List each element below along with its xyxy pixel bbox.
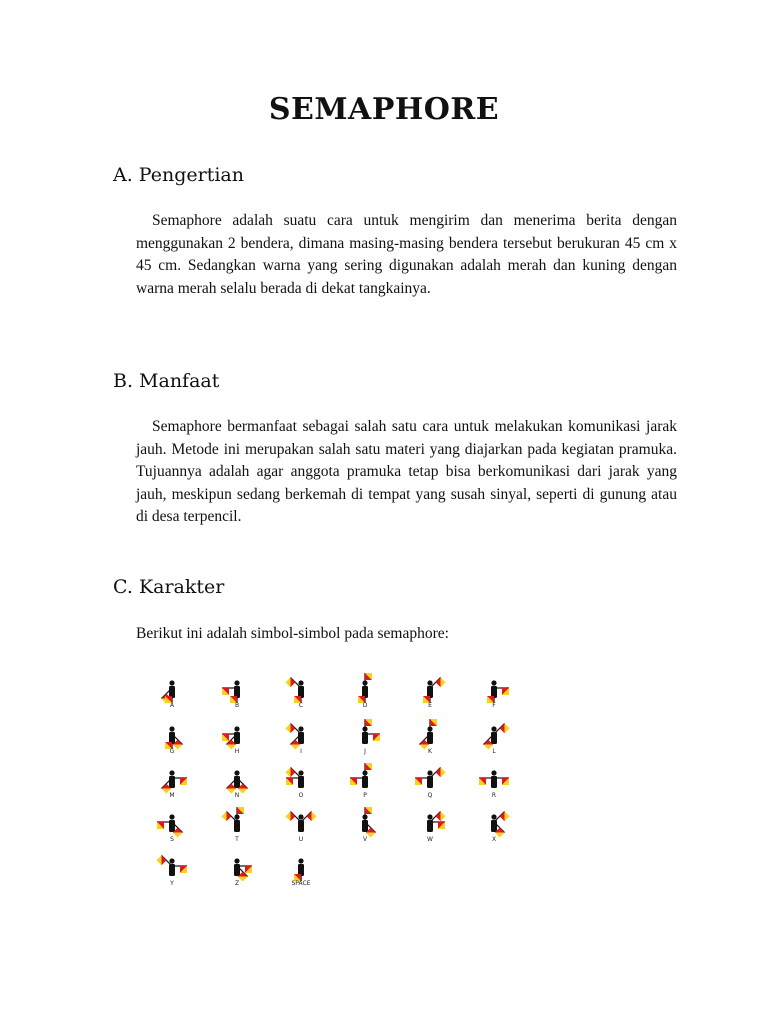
flag-yellow-half [366, 833, 376, 838]
figure-head [298, 814, 303, 819]
figure-head [427, 680, 432, 685]
flag-red-half [290, 767, 295, 777]
page-title: SEMAPHORE [268, 92, 500, 127]
semaphore-symbol-d [358, 673, 372, 709]
flag-yellow-half [441, 677, 446, 687]
flag-red-half [290, 811, 295, 821]
semaphore-label: Q [427, 792, 433, 799]
paragraph-manfaat: Semaphore bermanfaat sebagai salah satu cara untuk melakukan komunikasi jarak jauh. Metode ini merupakan salah satu materi yang diajarkan pada kegiatan pramuka. Tujuannya adalah agar anggota pramuka tetap bisa berkomunikasi dari jarak yang jauh, meskipun sedang berkemah di tempat yang susah sinyal, seperti di gunung atau di desa terpencil. [136, 418, 677, 526]
semaphore-label: V [362, 836, 368, 843]
figure-head [234, 726, 239, 731]
flag-yellow-half [290, 745, 300, 750]
figure-head [234, 680, 239, 685]
figure-head [298, 726, 303, 731]
semaphore-symbol-j [362, 719, 380, 755]
semaphore-symbol-p [350, 763, 372, 799]
semaphore-label: N [234, 792, 240, 799]
flag-red-half [226, 811, 231, 821]
figure-head [491, 770, 496, 775]
semaphore-symbol-t [221, 807, 244, 843]
semaphore-symbol-x [491, 811, 510, 843]
figure-head [298, 858, 303, 863]
flag-red-half [290, 723, 295, 733]
flag-yellow-half [505, 811, 510, 821]
semaphore-label: B [234, 702, 240, 709]
flag-yellow-half [285, 677, 290, 687]
figure-head [169, 726, 174, 731]
semaphore-label: W [427, 836, 433, 843]
semaphore-alphabet-chart [145, 672, 530, 894]
flag-yellow-half [238, 877, 248, 882]
semaphore-symbol-q [415, 767, 446, 799]
semaphore-symbol-g [165, 726, 183, 755]
flag-yellow-half [285, 811, 290, 821]
semaphore-label: T [235, 836, 239, 843]
figure-head [169, 858, 174, 863]
flag-red-half [500, 811, 505, 821]
semaphore-label: O [298, 792, 304, 799]
semaphore-label: M [169, 792, 175, 799]
flag-yellow-half [156, 855, 161, 865]
figure-head [234, 770, 239, 775]
section-heading-karakter: C. Karakter [113, 576, 225, 598]
semaphore-symbol-i [285, 723, 304, 755]
semaphore-symbol-w [427, 811, 446, 843]
flag-yellow-half [173, 833, 183, 838]
semaphore-symbol-y [156, 855, 187, 887]
semaphore-symbol-k [419, 719, 437, 755]
semaphore-symbol-space [291, 858, 310, 887]
section-heading-pengertian: A. Pengertian [113, 164, 244, 186]
flag-yellow-half [221, 811, 226, 821]
flag-yellow-half [505, 723, 510, 733]
semaphore-symbol-s [157, 814, 183, 843]
semaphore-symbol-a [161, 680, 175, 709]
semaphore-symbol-m [161, 770, 187, 799]
semaphore-symbol-r [479, 770, 509, 799]
figure-head [491, 680, 496, 685]
semaphore-symbol-e [423, 677, 446, 709]
figure-head [491, 814, 496, 819]
figure-head [491, 726, 496, 731]
flag-red-half [436, 677, 441, 687]
figure-head [427, 814, 432, 819]
semaphore-symbol-h [222, 726, 240, 755]
paragraph-pengertian: Semaphore adalah suatu cara untuk mengirim dan menerima berita dengan menggunakan 2 bendera, dimana masing-masing bendera tersebut berukuran 45 cm x 45 cm. Sedangkan warna yang sering digunakan adalah merah dan kuning dengan warna merah selalu berada di dekat tangkainya. [136, 212, 677, 297]
flag-red-half [161, 855, 166, 865]
figure-head [427, 770, 432, 775]
flag-yellow-half [285, 767, 290, 777]
semaphore-symbol-c [285, 677, 304, 709]
semaphore-symbol-n [226, 770, 247, 799]
semaphore-label: S [170, 836, 174, 843]
semaphore-symbol-v [362, 807, 376, 843]
semaphore-label: P [363, 792, 367, 799]
figure-head [169, 814, 174, 819]
flag-red-half [436, 811, 441, 821]
semaphore-label: L [492, 748, 496, 755]
semaphore-label: R [491, 792, 497, 799]
flag-yellow-half [441, 767, 446, 777]
flag-yellow-half [495, 833, 505, 838]
semaphore-label: K [428, 748, 432, 755]
semaphore-label: Y [170, 880, 174, 887]
semaphore-label: G [169, 748, 175, 755]
figure-body [234, 776, 240, 788]
flag-red-half [307, 811, 312, 821]
semaphore-symbol-o [285, 767, 304, 799]
semaphore-label: X [491, 836, 497, 843]
figure-head [169, 770, 174, 775]
semaphore-label: H [234, 748, 240, 755]
figure-head [169, 680, 174, 685]
semaphore-label: E [428, 702, 432, 709]
semaphore-symbol-l [483, 723, 509, 755]
semaphore-label: D [362, 702, 368, 709]
flag-red-half [500, 723, 505, 733]
semaphore-label: F [492, 702, 496, 709]
flag-red-half [290, 677, 295, 687]
semaphore-symbol-u [285, 811, 316, 843]
semaphore-label: U [298, 836, 304, 843]
semaphore-label: Z [234, 880, 240, 887]
semaphore-symbol-b [222, 680, 240, 709]
semaphore-symbol-f [487, 680, 509, 709]
semaphore-label: I [300, 748, 302, 755]
flag-red-half [436, 767, 441, 777]
flag-yellow-half [285, 723, 290, 733]
paragraph-karakter-intro: Berikut ini adalah simbol-simbol pada semaphore: [136, 625, 449, 642]
semaphore-symbol-z [234, 858, 252, 887]
flag-yellow-half [312, 811, 317, 821]
flag-yellow-half [441, 811, 446, 821]
figure-head [234, 858, 239, 863]
figure-head [298, 770, 303, 775]
section-heading-manfaat: B. Manfaat [113, 370, 220, 392]
semaphore-label: C [298, 702, 304, 709]
semaphore-label: J [364, 748, 366, 755]
figure-head [298, 680, 303, 685]
semaphore-label: SPACE [291, 880, 311, 887]
semaphore-label: A [169, 702, 175, 709]
